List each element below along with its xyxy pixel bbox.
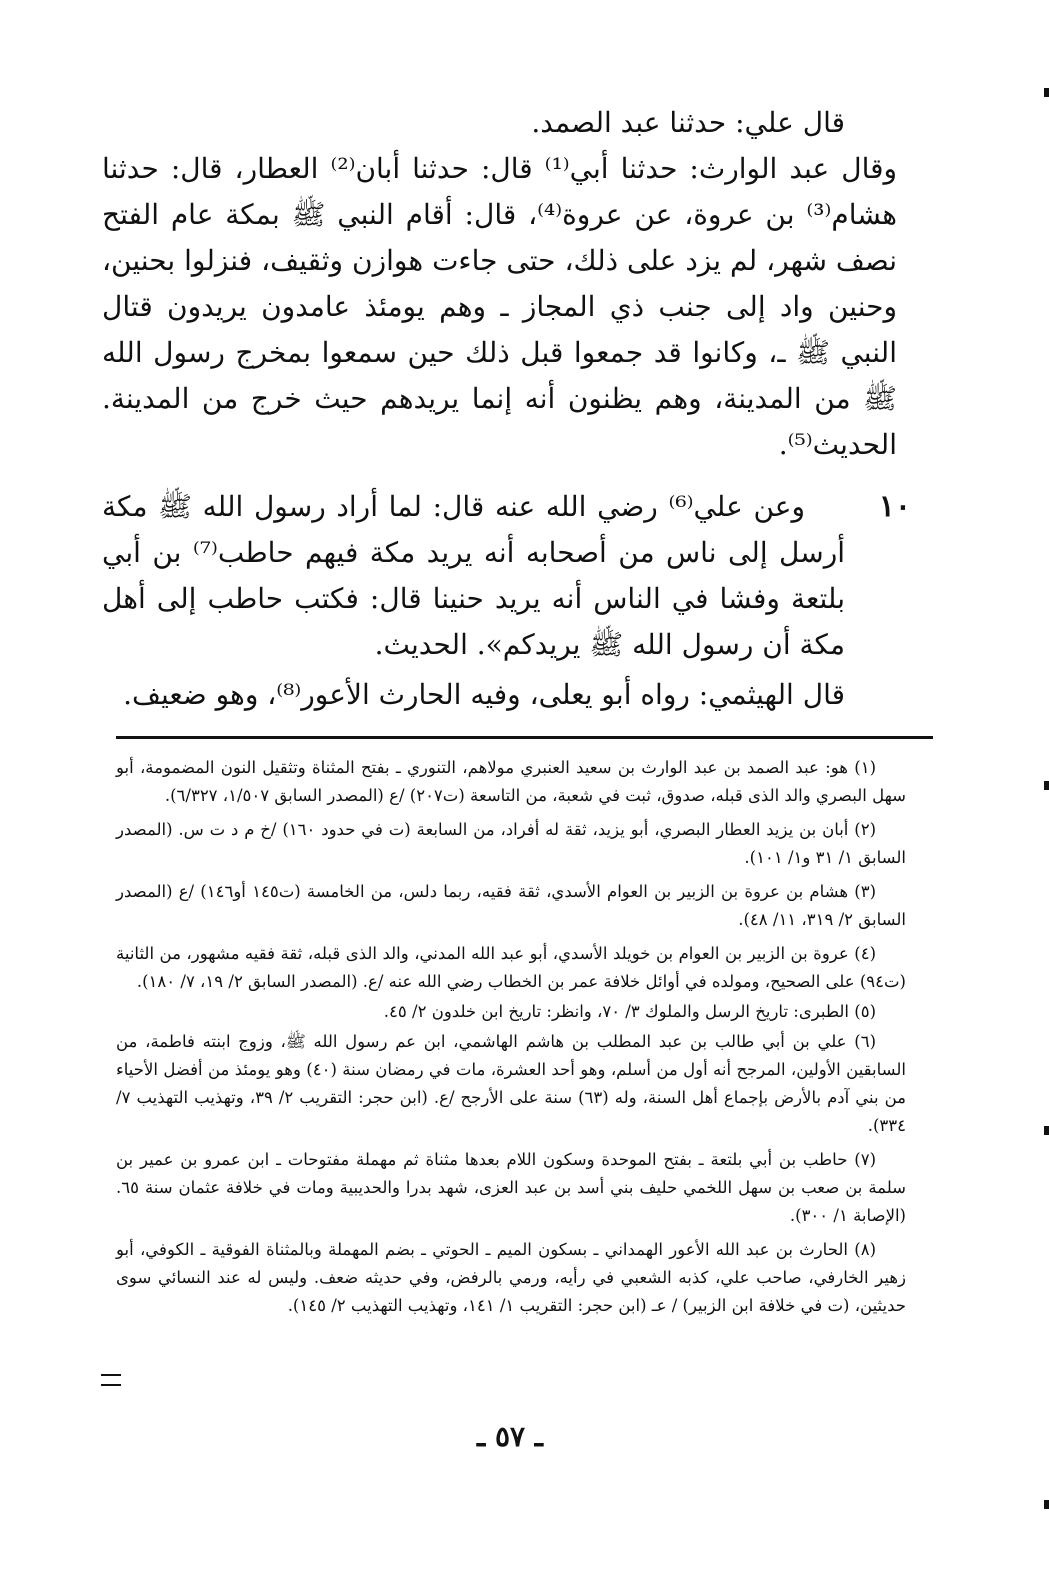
paragraph-1: وقال عبد الوارث: حدثنا أبي⁽¹⁾ قال: حدثنا أبان⁽²⁾ العطار، قال: حدثنا هشام⁽³⁾ بن عروة، عن عروة⁽⁴⁾، قال: أقام النبي ﷺ بمكة عام الفتح نصف شهر، لم يزد على ذلك، حتى جاءت هوازن وثقيف، فنزلوا بحنين، وحنين واد إلى جنب ذي المجاز ـ وهم يومئذ عامدون يريدون قتال النبي ﷺ ـ، وكانوا قد جمعوا قبل ذلك حين سمعوا بمخرج رسول الله ﷺ من المدينة، وهم يظنون أنه إنما يريدهم حيث خرج من المدينة. الحديث⁽⁵⁾. [102, 152, 898, 461]
footnotes [116, 754, 906, 1326]
paragraph-2 [102, 484, 897, 668]
footnote-7: (٧) حاطب بن أبي بلتعة ـ بفتح الموحدة وسكون اللام بعدها مثناة ثم مهملة مفتوحات ـ ابن عمرو بن عمير بن سلمة بن صعب بن سهل اللخمي حليف بني أسد بن عبد العزى، شهد بدرا والحديبية ومات في خلافة عثمان سنة ٦٥. (الإصابة ١/ ٣٠٠). [116, 1150, 906, 1225]
page-number: ـ ٥٧ ـ [477, 1420, 543, 1453]
footnote-2: (٢) أبان بن يزيد العطار البصري، أبو يزيد، ثقة له أفراد، من السابعة (ت في حدود ١٦٠) /خ م د ت س. (المصدر السابق ١/ ٣١ و١/ ١٠١). [116, 820, 906, 867]
scan-edge-mark [1044, 1500, 1049, 1509]
footnote-4: (٤) عروة بن الزبير بن العوام بن خويلد الأسدي، أبو عبد الله المدني، والد الذى قبله، ثقة فقيه مشهور، من الثانية (ت٩٤) على الصحيح، ومولده في أوائل خلافة عمر بن الخطاب رضي الله عنه /ع. (المصدر السابق ٢/ ١٩، ٧/ ١٨٠). [116, 944, 906, 991]
footnote-5: (٥) الطبرى: تاريخ الرسل والملوك ٣/ ٧٠، وانظر: تاريخ ابن خلدون ٢/ ٤٥. [383, 1002, 876, 1021]
footnote-8: (٨) الحارث بن عبد الله الأعور الهمداني ـ بسكون الميم ـ الحوتي ـ بضم المهملة وبالمثناة الفوقية ـ الكوفي، أبو زهير الخارفي، صاحب علي، كذبه الشعبي في رأيه، ورمي بالرفض، وفي حديثه ضعف. وليس له عند النسائي سوى حديثين، (ت في خلافة ابن الزبير) / عـ (ابن حجر: التقريب ١/ ١٤١، وتهذيب التهذيب ٢/ ١٤٥). [116, 1240, 906, 1315]
footnote-1: (١) هو: عبد الصمد بن عبد الوارث بن سعيد العنبري مولاهم، التنوري ـ بفتح المثناة وتثقيل النون المضمومة، أبو سهل البصري والد الذى قبله، صدوق، ثبت في شعبة، من التاسعة (ت٢٠٧) /ع (المصدر السابق ١/٥٠٧، ٦/٣٢٧). [116, 758, 906, 805]
footnote-3: (٣) هشام بن عروة بن الزبير بن العوام الأسدي، ثقة فقيه، ربما دلس، من الخامسة (ت١٤٥ أو١٤٦) /ع (المصدر السابق ٢/ ٣١٩، ١١/ ٤٨). [116, 882, 906, 929]
scan-edge-mark [1044, 781, 1049, 790]
footnote-6: (٦) علي بن أبي طالب بن عبد المطلب بن هاشم الهاشمي، ابن عم رسول الله ﷺ، وزوج ابنته فاطمة، من السابقين الأولين، المرجح أنه أول من أسلم، وهو أحد العشرة، مات في رمضان سنة (٤٠) وهو يومئذ من أفضل الأحياء من بني آدم بالأرض بإجماع أهل السنة، وله (٦٣) سنة على الأرجح /ع. (ابن حجر: التقريب ٢/ ٣٩، وتهذيب التهذيب ٧/ ٣٣٤). [116, 1032, 906, 1135]
paragraph-3: قال الهيثمي: رواه أبو يعلى، وفيه الحارث الأعور⁽⁸⁾، وهو ضعيف. [123, 678, 845, 711]
paragraph-2-text: وعن علي⁽⁶⁾ رضي الله عنه قال: لما أراد رسول الله ﷺ مكة أرسل إلى ناس من أصحابه أنه يريد مكة فيهم حاطب⁽⁷⁾ بن أبي بلتعة وفشا في الناس أنه يريد حنينا قال: فكتب حاطب إلى أهل مكة أن رسول الله ﷺ يريدكم». الحديث. [102, 490, 845, 661]
main-text [102, 100, 911, 718]
text-line-1: قال علي: حدثنا عبد الصمد. [531, 106, 845, 139]
scan-edge-mark [1044, 88, 1049, 97]
scan-edge-mark [1044, 1126, 1049, 1135]
paragraph-number: ١٠ [878, 489, 911, 524]
paragraph-10 [102, 484, 911, 668]
footnote-separator [116, 736, 933, 739]
margin-mark [101, 1374, 121, 1386]
